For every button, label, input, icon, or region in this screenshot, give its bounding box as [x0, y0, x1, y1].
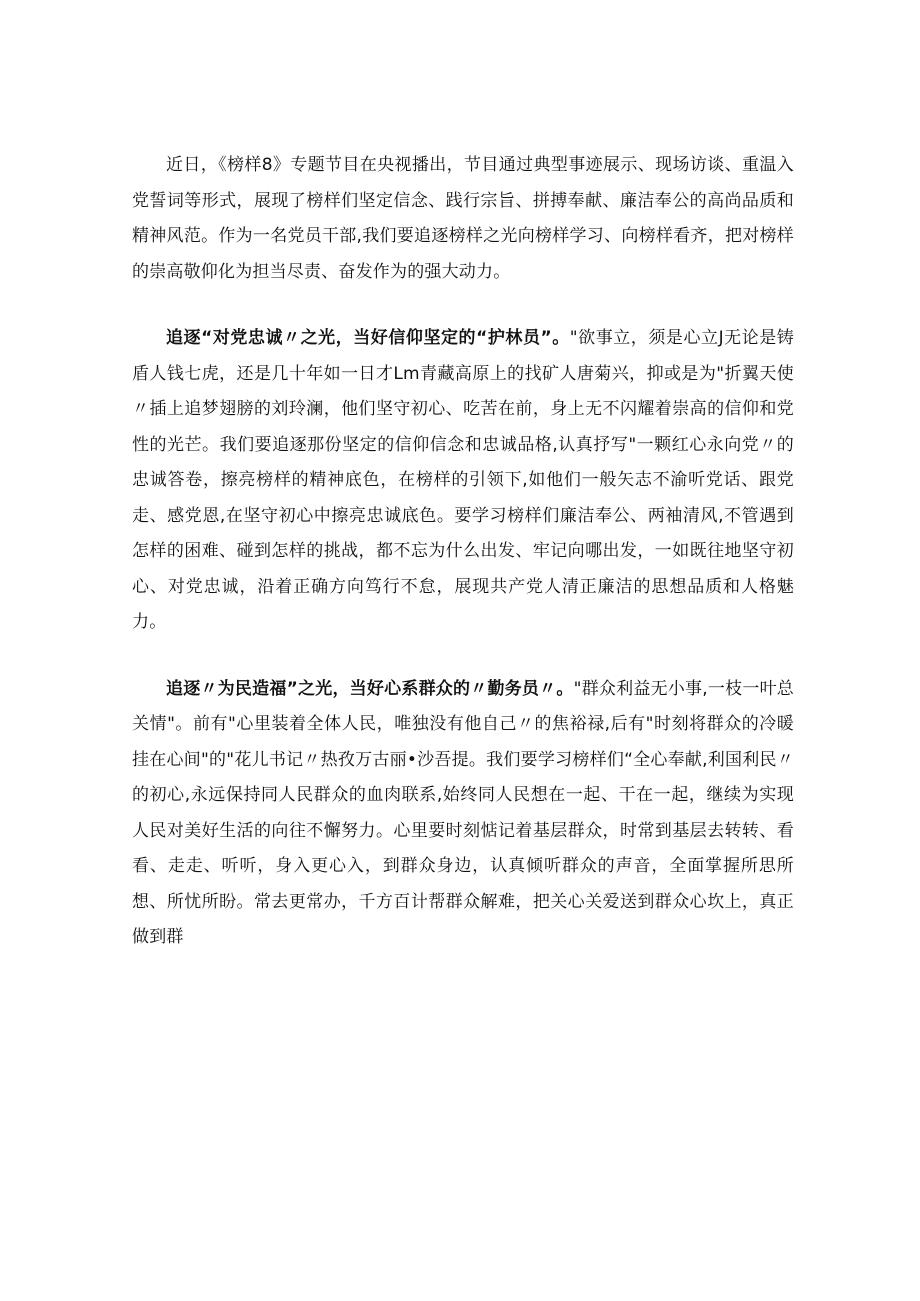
- document-body: [132, 148, 794, 987]
- paragraph-people: [132, 672, 794, 956]
- paragraph-loyalty: [132, 321, 794, 641]
- paragraph-text: "欲事立，须是心立J无论是铸盾人钱七虎，还是几十年如一日才Lm青藏高原上的找矿人唐菊兴，抑或是为"折翼天使〃插上追梦翅膀的刘玲澜，他们坚守初心、吃苦在前，身上无不闪耀着崇高的信仰和党性的光芒。我们要追逐那份坚定的信仰信念和忠诚品格,认真抒写"一颗红心永向党〃的忠诚答卷，擦亮榜样的精神底色，在榜样的引领下,如他们一般矢志不渝听党话、跟党走、感党恩,在坚守初心中擦亮忠诚底色。要学习榜样们廉洁奉公、两袖清风,不管遇到怎样的困难、碰到怎样的挑战，都不忘为什么出发、牢记向哪出发，一如既往地坚守初心、对党忠诚，沿着正确方向笃行不怠，展现共产党人清正廉洁的思想品质和人格魅力。: [132, 328, 794, 632]
- paragraph-text: 近日，《榜样8》专题节目在央视播出，节目通过典型事迹展示、现场访谈、重温入党誓词等形式，展现了榜样们坚定信念、践行宗旨、拼搏奉献、廉洁奉公的高尚品质和精神风范。作为一名党员干部,我们要追逐榜样之光向榜样学习、向榜样看齐，把对榜样的崇高敬仰化为担当尽责、奋发作为的强大动力。: [132, 155, 794, 282]
- paragraph-heading: 追逐〃为民造福”之光，当好心系群众的〃勤务员〃。: [166, 678, 574, 699]
- paragraph-text: "群众利益无小事,一枝一叶总关情"。前有"心里装着全体人民，唯独没有他自己〃的焦裕禄,后有"时刻将群众的冷暖挂在心间"的"花儿书记〃热孜万古丽•沙吾提。我们要学习榜样们“全心奉献,利国利民〃的初心,永远保持同人民群众的血肉联系,始终同人民想在一起、干在一起，继续为实现人民对美好生活的向往不懈努力。心里要时刻惦记着基层群众，时常到基层去转转、看看、走走、听听，身入更心入，到群众身边，认真倾听群众的声音，全面掌握所思所想、所忧所盼。常去更常办，千方百计帮群众解难，把关心关爱送到群众心坎上，真正做到群: [132, 678, 794, 947]
- paragraph-intro: [132, 148, 794, 290]
- paragraph-heading: 追逐“对党忠诚〃之光，当好信仰坚定的“护林员”。: [166, 328, 570, 348]
